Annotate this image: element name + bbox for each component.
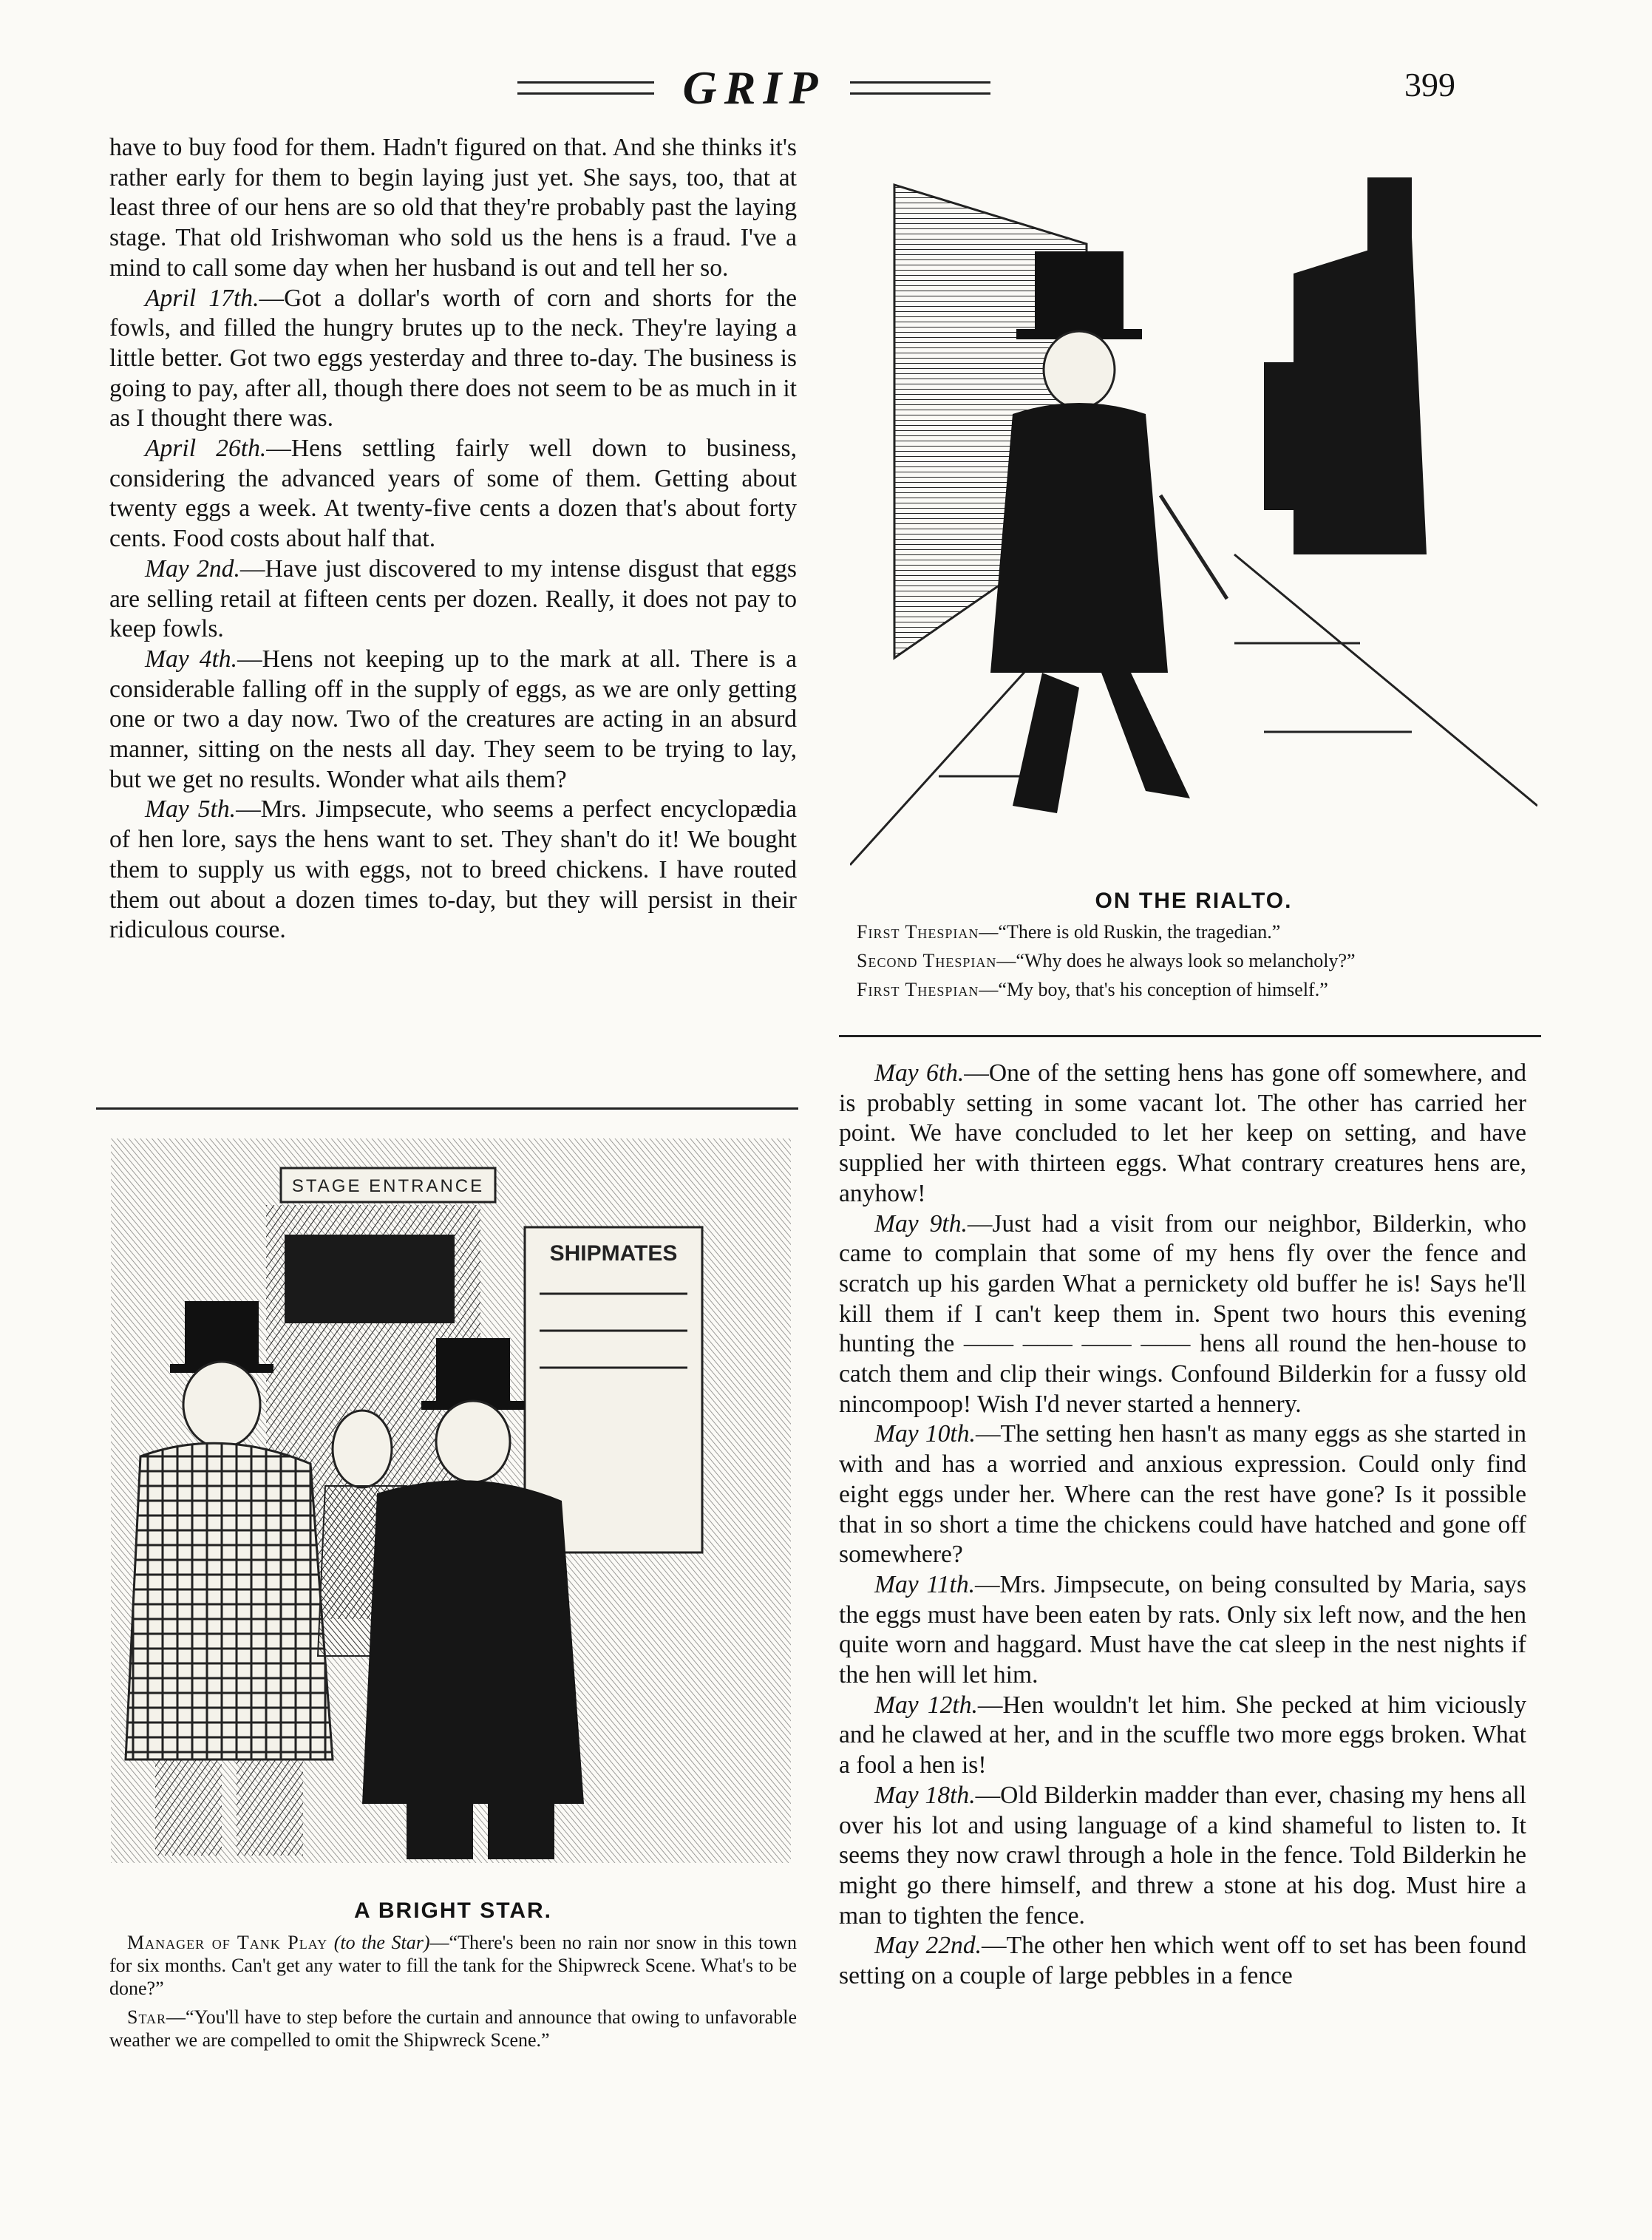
masthead-rule-right: [850, 81, 990, 95]
paragraph: May 12th.—Hen wouldn't let him. She pecked at him viciously and he clawed at her, and in the scuffle two more eggs broken. What a fool a hen is!: [839, 1691, 1527, 1779]
rialto-caption-title: ON THE RIALTO.: [1095, 889, 1293, 913]
left-column-text: [109, 133, 797, 946]
right-column-text: [839, 1059, 1526, 1992]
shipmates-poster: SHIPMATES: [549, 1241, 678, 1266]
caption-line: Manager of Tank Play (to the Star)—“There's been no rain nor snow in this town for six months. Can't get any water to fill the tank for the Shipwreck Scene. What's to be done?”: [109, 1932, 798, 1999]
caption-line: First Thespian—“There is old Ruskin, the tragedian.”: [857, 921, 1281, 943]
masthead-rule-left: [517, 81, 654, 95]
paragraph: May 18th.—Old Bilderkin madder than ever, chasing my hens all over his lot and using language of a kind shameful to listen to. It seems they now crawl through a hole in the fence. Told Bilderkin he might go there himself, and threw a stone at his dog. Must hire a man to tighten the fence.: [839, 1781, 1526, 1930]
paragraph: May 10th.—The setting hen hasn't as many eggs as she started in with and has a worried and anxious expression. Could only find eight eggs under her. Where can the rest have gone? Is it possible that in so short a time the chickens could have hatched and gone off somewhere?: [839, 1420, 1526, 1569]
section-divider: [839, 1035, 1541, 1037]
paragraph: May 11th.—Mrs. Jimpsecute, on being consulted by Maria, says the eggs must have been eaten by rats. Only six left now, and the hen quite worn and haggard. Must have the cat sleep in the nest nights if the hen will let him.: [839, 1570, 1527, 1689]
publication-title: GRIP: [682, 61, 826, 114]
stage-entrance-sign: STAGE ENTRANCE: [291, 1176, 485, 1196]
section-divider: [96, 1107, 798, 1110]
page-number: 399: [1404, 66, 1455, 103]
paragraph: April 17th.—Got a dollar's worth of corn and shorts for the fowls, and filled the hungry brutes up to the neck. They're laying a little better. Got two eggs yesterday and three to-day. The business is going to pay, after all, though there does not seem to be as much in it as I thought there was.: [109, 284, 797, 432]
caption-line: Second Thespian—“Why does he always look so melancholy?”: [857, 950, 1356, 971]
paragraph: May 4th.—Hens not keeping up to the mark at all. There is a considerable falling off in the supply of eggs, as we are only getting one or two a day now. Two of the creatures are acting in an absurd manner, sitting on the nests all day. They seem to be trying to lay, but we get no results. Wonder what ails them?: [109, 645, 797, 793]
bright-star-caption: [109, 1931, 797, 2057]
paragraph: April 26th.—Hens settling fairly well down to business, considering the advanced years of some of them. Getting about twenty eggs a week. At twenty-five cents a dozen that's about forty cents. Food costs about half that.: [109, 435, 798, 553]
bright-star-caption-title: A BRIGHT STAR.: [354, 1898, 552, 1923]
caption-line: First Thespian—“My boy, that's his conception of himself.”: [857, 979, 1328, 1000]
bright-star-illustration: [111, 1138, 791, 1863]
paragraph: May 5th.—Mrs. Jimpsecute, who seems a perfect encyclopædia of hen lore, says the hens want to set. They shan't do it! We bought them to supply us with eggs, not to breed chickens. I have routed them out about a dozen times to-day, but they will persist in their ridiculous course.: [109, 795, 797, 944]
rialto-illustration: [850, 140, 1537, 880]
paragraph: May 9th.—Just had a visit from our neighbor, Bilderkin, who came to complain that some of my hens fly over the fence and scratch up his garden What a pernickety old buffer he is! Says he'll kill them if I can't keep them in. Spent two hours this evening hunting the —— —— —— —— hens all round the hen-house to catch them and clip their wings. Confound Bilderkin for a fussy old nincompoop! Wish I'd never started a hennery.: [839, 1209, 1526, 1418]
rialto-caption: [839, 920, 1537, 1007]
caption-line: Star—“You'll have to step before the curtain and announce that owing to unfavorable weather we are compelled to omit the Shipwreck Scene.”: [109, 2006, 797, 2051]
paragraph: have to buy food for them. Hadn't figured on that. And she thinks it's rather early for them to begin laying just yet. She says, too, that at least three of our hens are so old that they're probably past the laying stage. That old Irishwoman who sold us the hens is a fraud. I've a mind to call some day when her husband is out and tell her so.: [109, 134, 797, 282]
paragraph: May 22nd.—The other hen which went off to set has been found setting on a couple of large pebbles in a fence: [839, 1932, 1527, 1990]
masthead: [0, 61, 1652, 112]
paragraph: May 2nd.—Have just discovered to my intense disgust that eggs are selling retail at fifteen cents per dozen. Really, it does not pay to keep fowls.: [109, 554, 797, 643]
paragraph: May 6th.—One of the setting hens has gone off somewhere, and is probably setting in some vacant lot. The other has carried her point. We have concluded to let her keep on setting, and have supplied her with thirteen eggs. What contrary creatures hens are, anyhow!: [839, 1059, 1526, 1207]
